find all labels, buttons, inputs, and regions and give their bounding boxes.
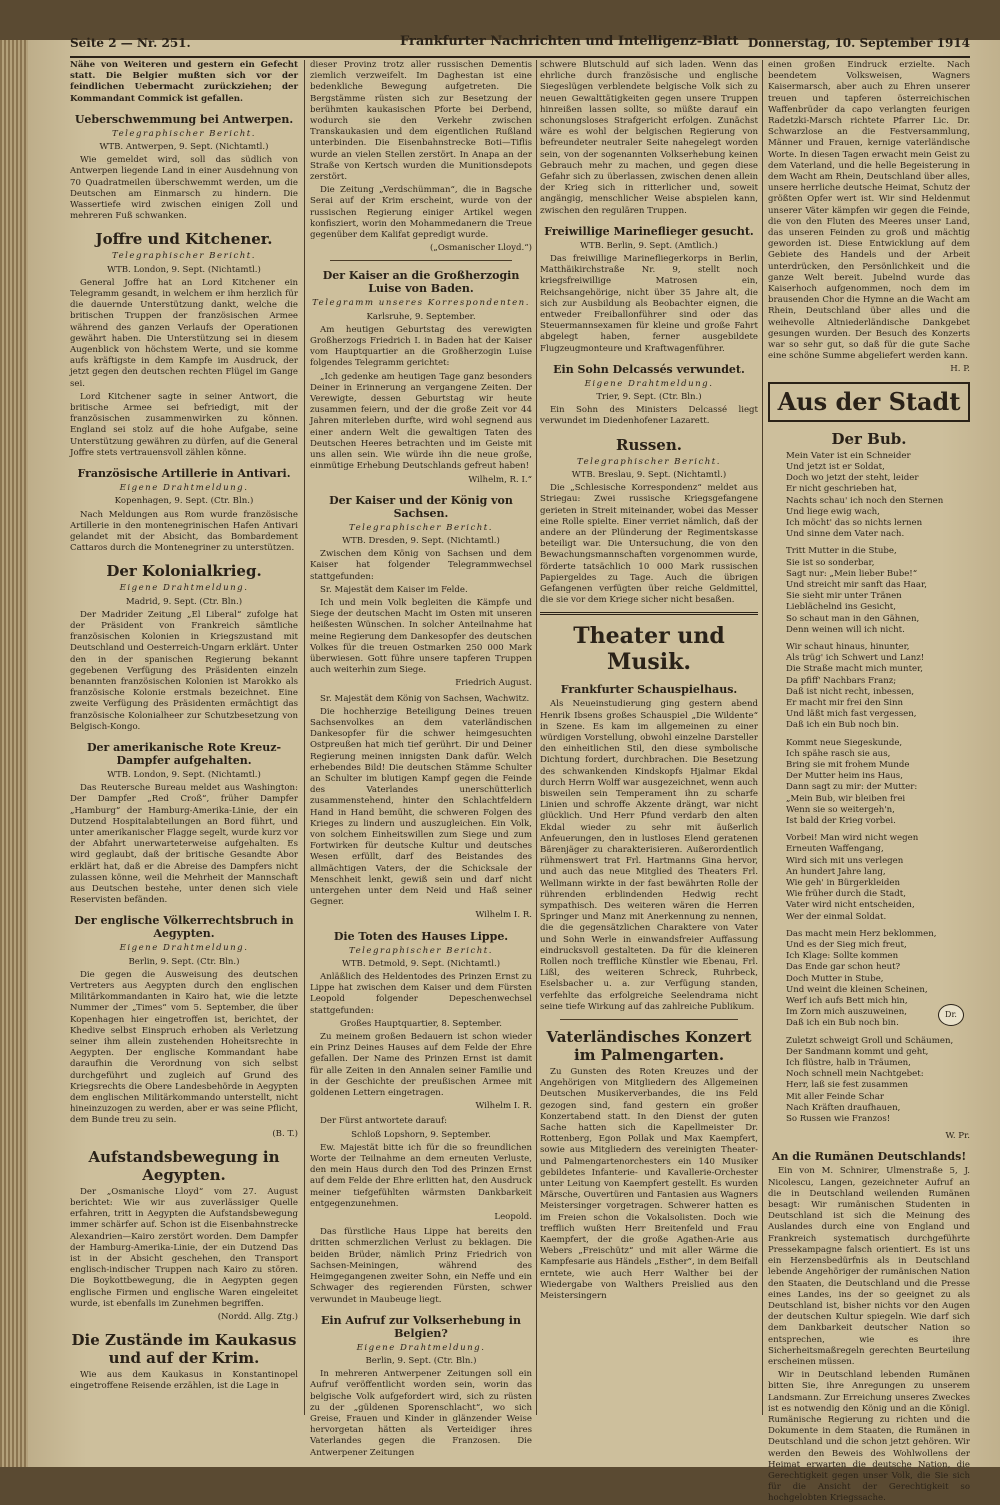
column-1 [70, 60, 298, 1415]
article-subtitle: Telegramm unseres Korrespondenten. [312, 298, 530, 309]
dateline: WTB. London, 9. Sept. (Nichtamtl.) [107, 264, 261, 275]
article-title: Der Kaiser und der König von Sachsen. [329, 493, 513, 520]
signature: Wilhelm I. R. [475, 910, 532, 921]
article-text: einen großen Eindruck erzielte. Nach beendetem Volksweisen, Wagners Kaisermarsch, aber auch zu Ehren unserer treuen und tapferen österreichischen Waffenbrüder da capo verlangten feurigen Radetzki-Marsch richtete Pfarrer Lic. Dr. Schwarzlose an die Festversammlung, Männer und Frauen, kernige vaterländische Worte. In diesen Tagen erwacht mein Geist zu dem Vaterland, und die helle Begeisterung in dem Wacht am Rhein, Deutschland über alles, unsere herrliche deutsche Heimat, Schutz der größten Opfer wert ist. Wir sind Heldenmut unserer Väter kämpfen wir gegen die Feinde, die von den Fluten des Meeres unser Land, das unseren Feinden zu groß und mächtig geworden ist. Diese Entwicklung auf dem Gebiete des Handels und der Arbeit unterdrücken, den Persönlichkeit und die ganze Welt bereit. Jubelnd wurde das Kaiserhoch aufgenommen, noch dem im brausenden Chor die Hymne an die Wacht am Rhein, Deutschland über alles und die weihevolle Altniederländische Dankgebet gesungen wurden. Der Besuch des Konzerts war so sehr gut, so daß für die gute Sache eine schöne Summe abgeliefert werden kann. [768, 60, 970, 362]
article-title: Französische Artillerie in Antivari. [77, 467, 291, 481]
column-rule [536, 60, 537, 1415]
intro-text: Nähe von Weiteren und gestern ein Gefecht statt. Die Belgier mußten sich vor der feindlichen Uebermacht zurückziehen; der Kommandant Commick ist gefallen. [70, 60, 298, 104]
signature: Leopold. [494, 1212, 532, 1223]
poem-stanza: Das macht mein Herz beklommen, Und es der Sieg mich freut, Ich Klage: Sollte kommen Das Ende gar schon heut? Doch Mutter in Stube, Und weint die kleinen Scheinen, Werf ich aufs Bett mich hin, Im Zorn mich auszuweinen, Daß ich ein Bub noch bin. [786, 928, 937, 1029]
article-text: Die „Schlesische Korrespondenz“ meldet aus Striegau: Zwei russische Kriegsgefangene gerieten in Streit miteinander, wobei das Messer eine Rolle spielte. Einer verriet nämlich, daß der andere an der Plünderung der Regimentskasse beteiligt war. Die Untersuchung, die von den Bewachungsmannschaften vorgenommen wurde, förderte tatsächlich 10 000 Mark russischen Papiergeldes zu Tage. Auch die übrigen Gefangenen verfügten über reiche Geldmittel, die sie vor dem Kriege sicher nicht besaßen. [540, 483, 758, 606]
dateline: WTB. Berlin, 9. Sept. (Amtlich.) [580, 240, 718, 251]
article-text: Ein Sohn des Ministers Delcassé liegt verwundet im Diedenhofener Lazarett. [540, 405, 758, 427]
article-text: Lord Kitchener sagte in seiner Antwort, die britische Armee sei befriedigt, mit der französischen zusammenwirken zu können. England sei stolz auf die hohe Aufgabe, seine Unterstützung gewähren zu dürfen, auf die General Joffre stets vertrauensvoll zählen könne. [70, 391, 298, 458]
column-rule [762, 60, 763, 1415]
article-text: Am heutigen Geburtstag des verewigten Großherzogs Friedrich I. in Baden hat der Kaiser vom Hauptquartier an die Großherzogin Luise folgendes Telegramm gerichtet: [310, 324, 532, 369]
article-text: Wie aus dem Kaukasus in Konstantinopel eingetroffene Reisende erzählen, ist die Lage in [70, 1370, 298, 1392]
column-3 [540, 60, 758, 1415]
article-text: Der Madrider Zeitung „El Liberal“ zufolge hat der Präsident von Frankreich sämtliche französischen Kolonien in Kriegszustand mit Deutschland und Oesterreich-Ungarn erklärt. Unter den in der spanischen Regierung bekannt gegebenen Verfügung des Präsidenten einzeln benannten französischen Kolonien ist Marokko als französische Kolonie erstmals bezeichnet. Eine zweite Verfügung des Präsidenten ermächtigt das französische Kolonialheer zur Schutzbesetzung von Belgisch-Kongo. [70, 609, 298, 732]
article-subtitle: Telegraphischer Bericht. [577, 456, 721, 467]
article-subtitle: Telegraphischer Bericht. [112, 128, 256, 139]
poem-stanza: Vorbei! Man wird nicht wegen Erneuten Waffengang, Wird sich mit uns verlegen An hundert Jahre lang, Wie geh' in Bürgerkleiden Wie früher durch die Stadt, Vater wird nicht entscheiden, Wer der einmal Soldat. [786, 833, 919, 922]
article-title: Frankfurter Schauspielhaus. [560, 683, 738, 697]
section-rule [540, 612, 758, 615]
column-4 [768, 60, 970, 1504]
article-subtitle: Eigene Drahtmeldung. [119, 943, 249, 954]
article-title: Der amerikanische Rote Kreuz-Dampfer aufgehalten. [86, 740, 282, 767]
article-text: Der Fürst antwortete darauf: [320, 1116, 448, 1127]
article-source: (Nordd. Allg. Ztg.) [217, 1312, 298, 1323]
dateline: Trier, 9. Sept. (Ctr. Bln.) [596, 392, 702, 403]
page-number: Seite 2 — Nr. 251. [70, 36, 191, 50]
article-text: Ein von M. Schnirer, Ulmenstraße 5, J. Nicolescu, Langen, gezeichneter Aufruf an die in Deutschland weilenden Rumänen besagt: Wir rumänischen Studenten in Deutschland ist sich die Meinung des Auslandes durch eine von England und Frankreich systematisch durchgeführte Pressekampagne falsch orientiert. Es ist uns ein Herzensbedürfnis als in Deutschland lebende Angehöriger der rumänischen Nation den Staaten, die Deutschland und die Presse eines Landes, ins der so geeignet zu als Deutschland ist, bisher nichts vor den Augen der deutschen Kultur spiegeln. Wie darf sich dem Dankbarkeit deutscher Nation so entsprechen, wie es ihre Sicherheitsmaßregeln gerechten Beurteilung erscheinen müssen. [768, 1166, 970, 1367]
signature: Wilhelm I. R. [475, 1101, 532, 1112]
dateline: Madrid, 9. Sept. (Ctr. Bln.) [125, 596, 243, 607]
article-text: Sr. Majestät dem Kaiser im Felde. [320, 584, 468, 595]
article-text: Anläßlich des Heldentodes des Prinzen Ernst zu Lippe hat zwischen dem Kaiser und dem Fürsten Leopold folgender Depeschenwechsel stattgefunden: [310, 972, 532, 1016]
article-title: Ein Aufruf zur Volkserhebung in Belgien? [321, 1313, 521, 1340]
article-title: Russen. [616, 435, 682, 454]
article-text: Der „Osmanische Lloyd“ vom 27. August berichtet: Wie wir aus zuverlässiger Quelle erfahren, tritt in Aegypten die Aufstandsbewegung immer schärfer auf. Schon ist die Eisenbahnstrecke Alexandrien—Kairo zerstört worden. Dem Dampfer der Hamburg-Amerika-Linie, der ein Dutzend Das ist in der Absicht geschehen, den Transport englisch-indischer Truppen nach Kairo zu stören. Die Boykottbewegung, die in Aegypten gegen englische Firmen und englische Waren eingeleitet wurde, ist ebenfalls im Zunehmen begriffen. [70, 1186, 298, 1309]
masthead: Frankfurter Nachrichten und Intelligenz-Blatt [400, 34, 739, 49]
article-quote: Zu meinem großen Bedauern ist schon wieder ein Prinz Deines Hauses auf dem Felde der Ehre gefallen. Der Name des Prinzen Ernst ist damit für alle Zeiten in den Annalen seiner Familie und in der Geschichte der preußischen Armee mit goldenen Lettern eingetragen. [310, 1032, 532, 1099]
article-text: Nach Meldungen aus Rom wurde französische Artillerie in den montenegrinischen Hafen Antivari gelandet mit der Absicht, das Bombardement Cattaros durch die Montenegriner zu unterstützen. [70, 509, 298, 554]
article-title: An die Rumänen Deutschlands! [771, 1150, 967, 1164]
article-subtitle: Eigene Drahtmeldung. [119, 583, 249, 594]
poem-stanza: Kommt neue Siegeskunde, Ich spähe rasch sie aus, Bring sie mit frohem Munde Der Mutter heim ins Haus, Dann sagt zu mir: der Mutter: „Mein Bub, wir bleiben frei Wenn sie so weitergeh'n, Ist bald der Krieg vorbei. [786, 737, 918, 826]
dateline: WTB. London, 9. Sept. (Nichtamtl.) [107, 769, 261, 780]
dateline: Berlin, 9. Sept. (Ctr. Bln.) [365, 1355, 477, 1366]
poem-stanza: Mein Vater ist ein Schneider Und jetzt ist er Soldat, Doch wo jetzt der steht, leider Er nicht geschrieben hat, Nachts schau' ich noch den Sternen Und liege ewig wach, Ich möcht' das so nichts lernen Und sinne dem Vater nach. [786, 450, 944, 540]
dateline: Kopenhagen, 9. Sept. (Ctr. Bln.) [114, 496, 254, 507]
section-title-theater: Theater und Musik. [573, 623, 725, 676]
dateline: Karlsruhe, 9. September. [366, 311, 476, 322]
library-stamp: Dr. [938, 1004, 964, 1026]
article-subtitle: Telegraphischer Bericht. [112, 251, 256, 262]
article-title: Ein Sohn Delcassés verwundet. [553, 362, 745, 376]
article-source: („Osmanischer Lloyd.“) [430, 243, 532, 254]
dateline: WTB. Antwerpen, 9. Sept. (Nichtamtl.) [99, 142, 269, 153]
column-rule [304, 60, 305, 1415]
article-title: Freiwillige Marineflieger gesucht. [544, 224, 754, 238]
article-source: (B. T.) [272, 1128, 298, 1139]
separator [560, 1019, 738, 1020]
article-quote: „Ich gedenke am heutigen Tage ganz besonders Deiner in Erinnerung an vergangene Zeiten. Der Verewigte, dessen Geburtstag wir heute zusammen feiern, und der die große Zeit vor 44 Jahren miterleben durfte, wird wohl segnend aus einer andern Welt die gewaltigen Taten des Deutschen Heeres betrachten und im Geiste mit uns allen sein. Wie würde ihn die neue große, einmütige Erhebung Deutschlands gefreut haben! [310, 371, 532, 472]
signature: W. Pr. [945, 1131, 970, 1142]
article-subtitle: Telegraphischer Bericht. [349, 522, 493, 533]
article-text: Das Reutersche Bureau meldet aus Washington: Der Dampfer „Red Croß“, früher Dampfer „Hamburg“ der Hamburg-Amerika-Linie, der ein Dutzend Hospitalabteilungen an Bord führt, und unter amerikanischer Flagge segelt, wurde kurz vor der Abfahrt unerwarteterweise aufgehalten. Es wird geglaubt, daß der britische Gesandte Abor erklärt hat, daß er die Abreise des Dampfers nicht zulassen könne, weil die Mehrheit der Mannschaft aus Deutschen bestehe, unter denen sich viele Reservisten befänden. [70, 783, 298, 906]
article-subtitle: Eigene Drahtmeldung. [356, 1342, 486, 1353]
article-text: Zu Gunsten des Roten Kreuzes und der Angehörigen von Mitgliedern des Allgemeinen Deutschen Musikerverbandes, die ins Feld gezogen sind, fand gestern ein großer Konzertabend statt. In den Dienst der guten Sache hatten sich die Kapellmeister Dr. Rottenberg, Egon Pollak und Max Kaempfert, sowie aus Mitgliedern des vereinigten Theater- und Palmengartenorchesters ein 140 Musiker gebildetes Infanterie- und Kavallerie-Orchester unter Leitung von Kaempfert gestellt. Es wurden Märsche, Ouvertüren und Fantasien aus Wagners Meistersinger vorgetragen. Schwerer hatten es im Freien schon die Vokalsolisten. Doch wie trefflich wußten Herr Breitenfeld und Frau Kaempfert, der die große Agathen-Arie aus Webers „Freischütz“ und mit aller Wärme die Kampfesarie aus Händels „Esther“, in dem Beifall erntete, wie auch Herr Walther bei der Wiedergabe von Walthers Preislied aus den Meistersingern [540, 1067, 758, 1302]
dateline: WTB. Breslau, 9. Sept. (Nichtamtl.) [571, 469, 727, 480]
article-quote: Die hochherzige Beteiligung Deines treuen Sachsenvolkes an dem vaterländischen Dankesopfer für die schwer heimgesuchten Ostpreußen hat mich tief gerührt. Dir und Deiner Regierung meinen innigsten Dank dafür. Welch erhebendes Bild! Die deutschen Stämme Schulter an Schulter im blutigen Kampf gegen die Feinde des Vaterlandes unerschütterlich zusammenstehend, hinter den Schlachtfeldern Hand in Hand bemüht, die schweren Folgen des Krieges zu lindern und auszugleichen. Ein Volk, von solchem Einheitswillen zum Siege und zum Fortwirken für deutsche Kultur und deutsches Wesen erfüllt, darf des Beistandes des allmächtigen Vaters, der die Schicksale der Menschheit lenkt, gewiß sein und darf nicht untergehen unter dem Neid und Haß seiner Gegner. [310, 706, 532, 908]
article-quote: Ich und mein Volk begleiten die Kämpfe und Siege der deutschen Macht im Osten mit unseren heißesten Wünschen. In solcher Anteilnahme hat meine Regierung dem Dankesopfer des deutschen Volkes für die treuen Ostmarken 250 000 Mark überwiesen. Gott führe unsere tapferen Truppen auch weiterhin zum Siege. [310, 597, 532, 676]
dateline: Großes Hauptquartier, 8. September. [340, 1018, 502, 1029]
article-title: Der englische Völkerrechtsbruch in Aegypten. [74, 914, 294, 941]
dateline: Berlin, 9. Sept. (Ctr. Bln.) [128, 956, 240, 967]
article-text: Sr. Majestät dem König von Sachsen, Wachwitz. [320, 693, 530, 704]
article-title: Die Zustände im Kaukasus und auf der Krim. [71, 1331, 297, 1368]
article-text: dieser Provinz trotz aller russischen Dementis ziemlich verzweifelt. Im Daghestan ist eine bedenkliche Bewegung aufgetreten. Die Bergstämme rüsten sich zur Besetzung der berühmten kaukasischen Pforte bei Derbend, wodurch sie den Verkehr zwischen Transkaukasien und dem eigentlichen Rußland unterbinden. Die Eisenbahnstrecke Boti—Tiflis wurde an vielen Stellen zerstört. In Anapa an der Straße von Kertsch wurden die Munitionsdepots zerstört. [310, 60, 532, 183]
article-text: Die gegen die Ausweisung des deutschen Vertreters aus Aegypten durch den englischen Militärkommandanten in Kairo hat, wie die letzte Nummer der „Times“ vom 5. September, die über Kopenhagen hier eingetroffen ist, berichtet, der Khedive selbst Einspruch erhoben als Verletzung seiner ihm allein zustehenden Hoheitsrechte in Aegypten. Der englische Kommandant habe daraufhin die Verordnung von sich selbst durchgeführt und zugleich auf Grund des Kriegsrechts die Obere Landesbehörde in Aegypten dem englischen Militärkommando unterstellt, nicht hineinzuzogen zu werden, aber er was seine Pflicht, dem Bunde treu zu sein. [70, 969, 298, 1126]
article-title: Die Toten des Hauses Lippe. [333, 929, 509, 943]
article-title: Ueberschwemmung bei Antwerpen. [74, 112, 294, 126]
article-title: Vaterländisches Konzert im Palmengarten. [546, 1028, 752, 1065]
article-title: Aufstandsbewegung in Aegypten. [88, 1147, 280, 1184]
poem-stanza: Zuletzt schweigt Groll und Schäumen, Der Sandmann kommt und geht, Ich flüstre, halb in Träumen, Noch schnell mein Nachtgebet: Herr, laß sie fest zusammen Mit aller Feinde Schar Nach Kräften draufhauen, So Russen wie Franzos! [786, 1035, 954, 1125]
signature: Wilhelm, R. I.“ [468, 474, 532, 485]
column-2 [310, 60, 532, 1458]
article-text: In mehreren Antwerpener Zeitungen soll ein Aufruf veröffentlicht worden sein, worin das belgische Volk aufgefordert wird, sich zu rüsten zu der „güldenen Sporenschlacht“, wo sich Greise, Frauen und Kinder in glänzender Weise hervorgetan hätten als Verteidiger ihres Vaterlandes gegen die Franzosen. Die Antwerpener Zeitungen [310, 1369, 532, 1458]
article-subtitle: Eigene Drahtmeldung. [584, 378, 714, 389]
separator [330, 260, 512, 261]
signature: Friedrich August. [455, 678, 532, 689]
article-text: schwere Blutschuld auf sich laden. Wenn das ehrliche durch französische und englische Siegeslügen verblendete belgische Volk sich zu neuen Gewalttätigkeiten gegen unsere Truppen hinreißen lassen sollte, so müßte darauf ein schonungsloses Strafgericht erfolgen. Zunächst wäre es wohl der belgischen Regierung von befreundeter neutraler Seite nahegelegt worden sein, von der sogenannten Volkserhebung keinen Gebrauch mehr zu machen, und gegen diese Gefahr sich zu überlassen, zwischen denen allein der Krieg sich in ritterlicher und, soweit angängig, menschlicher Weise abspielen kann, zwischen den regulären Truppen. [540, 60, 758, 216]
poem-stanza: Tritt Mutter in die Stube, Sie ist so sonderbar, Sagt nur: „Mein lieber Bube!“ Und streicht mir sanft das Haar, Sie sieht mir unter Tränen Lieblächelnd ins Gesicht, So schaut man in den Gähnen, Denn weinen will ich nicht. [786, 546, 927, 635]
page-header [70, 30, 970, 58]
article-quote: Ew. Majestät bitte ich für die so freundlichen Worte der Teilnahme an dem erneuten Verluste, den mein Haus durch den Tod des Prinzen Ernst auf dem Felde der Ehre erlitten hat, den Ausdruck meiner tiefgefühlten wärmsten Dankbarkeit entgegenzunehmen. [310, 1142, 532, 1209]
page-edge [0, 40, 28, 1467]
article-text: Wir in Deutschland lebenden Rumänen bitten Sie, ihre Anregungen zu unserem Landsmann. Zur Erreichung unseres Zweckes ist es notwendig den König und an die Königl. Rumänische Regierung zu richten und die Dokumente in dem Staaten, die Rumänen in Deutschland und die schon jetzt gehören. Wir werden den Beweis des Wohlwollens der Heimat erwarten die deutsche Nation, die Gerechtigkeit gegen unser Volk, die Sie sich für die Ansicht der Gerechtigkeit so hochgelobten Kriegssache. [768, 1370, 970, 1504]
poem-stanza: Wir schaut hinaus, hinunter, Als trüg' ich Schwert und Lanz! Die Straße macht mich munter, Da pfiff' Nachbars Franz; Daß ist nicht recht, inbessen, Er macht mir frei den Sinn Und läßt mich fast vergessen, Daß ich ein Bub noch bin. [786, 641, 925, 731]
dateline: WTB. Detmold, 9. Sept. (Nichtamtl.) [341, 958, 501, 969]
dateline: Schloß Lopshorn, 9. September. [351, 1129, 491, 1140]
dateline: WTB. Dresden, 9. Sept. (Nichtamtl.) [342, 535, 500, 546]
article-subtitle: Telegraphischer Bericht. [349, 945, 493, 956]
signature: H. P. [950, 364, 970, 375]
article-text: Das freiwillige Marinefliegerkorps in Berlin, Matthäikirchstraße Nr. 9, stellt noch kriegsfreiwillige Matrosen ein, Reichsangehörige, nicht über 35 Jahre alt, die sich zur Ausbildung als Beobachter eignen, die entweder Freiballonführer sind oder das Steuermannsexamen für kleine und große Fahrt abgelegt haben, ferner ausgebildete Flugzeugmonteure und Kraftwagenführer. [540, 254, 758, 354]
article-subtitle: Eigene Drahtmeldung. [119, 483, 249, 494]
poem-title: Der Bub. [831, 429, 907, 448]
article-text: Wie gemeldet wird, soll das südlich von Antwerpen liegende Land in einer Ausdehnung von 70 Quadratmeilen überschwemmt werden, um die Deutschen am Einmarsch zu hindern. Die Wassertiefe wird zwischen einigen Zoll und mehreren Fuß schwanken. [70, 155, 298, 222]
article-text: Zwischen dem König von Sachsen und dem Kaiser hat folgender Telegrammwechsel stattgefunden: [310, 549, 532, 582]
article-text: Als Neueinstudierung ging gestern abend Henrik Ibsens großes Schauspiel „Die Wildente“ in Szene. Es kam im allgemeinen zu einer würdigen Vorstellung, obwohl einzelne Darsteller den einheitlichen Stil, den diese symbolische Dichtung fordert, durchbrachen. Die Besetzung des schwankenden Kindskopfs Hjalmar Ekdal durch Herrn Wolff war ausgezeichnet, wenn auch bisweilen sein Temperament ihn zu scharfe Linien und schroffe Akzente drängt, war nicht glücklich. Und Herr Pfund verdarb den alten Ekdal wieder zu sehr mit äußerlich Anfeuerungen, den in lustloses Elend geratenen Bärenjäger zu charakterisieren. Außerordentlich rühmenswert trat Frl. Hartmanns Gina hervor, und auch das neue Mitglied des Theaters Frl. Wellmann wirkte in der fast bewährten Rolle der rührenden erblindenden Hedwig recht sympathisch. Des weiteren wären die Herren Springer und Manz mit Anerkennung zu nennen, die die gegensätzlichen Charaktere von Vater und Sohn Werle in einwandsfreier Auffassung eindrucksvoll gestalteten. Da für die kleineren Rollen noch treffliche Künstler wie Ebenau, Frl. Lißl, des weiteren Schreck, Ruhrbeck, Eselsbacher u. a. zur Verfügung standen, verfehlte das erfolgreiche Seelendrama nicht seine tiefe Wirkung auf das zahlreiche Publikum. [540, 699, 758, 1012]
article-title: Der Kolonialkrieg. [106, 562, 262, 581]
article-text: General Joffre hat an Lord Kitchener ein Telegramm gesandt, in welchem er ihm herzlich für die dauernde Unterstützung dankt, welche die britischen Truppen der französischen Armee während des ganzen Verlaufs der Operationen gewährt haben. Die Unterstützung sei in diesem Augenblick von höchstem Werte, und sie komme aufs kräftigste in dem Kampfe im Ausdruck, der jetzt gegen den deutschen rechten Flügel im Gange sei. [70, 277, 298, 389]
issue-date: Donnerstag, 10. September 1914 [747, 36, 970, 50]
article-title: Der Kaiser an die Großherzogin Luise von Baden. [322, 269, 520, 296]
article-text: Die Zeitung „Verdschümman“, die in Bagsche Serai auf der Krim erscheint, wurde von der russischen Regierung einiger Artikel wegen konfisziert, worin den Mohammedanern die Treue gegenüber dem Kalifat gepredigt wurde. [310, 185, 532, 241]
article-text: Das fürstliche Haus Lippe hat bereits den dritten schmerzlichen Verlust zu beklagen. Die beiden Brüder, nämlich Prinz Friedrich von Sachsen-Meiningen, während des Heimgegangenen zweiter Sohn, ein Neffe und ein Schwager des regierenden Fürsten, schwer verwundet in Maubeuge liegt. [310, 1227, 532, 1305]
section-box-aus-der-stadt: Aus der Stadt [768, 382, 970, 422]
article-title: Joffre und Kitchener. [95, 230, 273, 249]
